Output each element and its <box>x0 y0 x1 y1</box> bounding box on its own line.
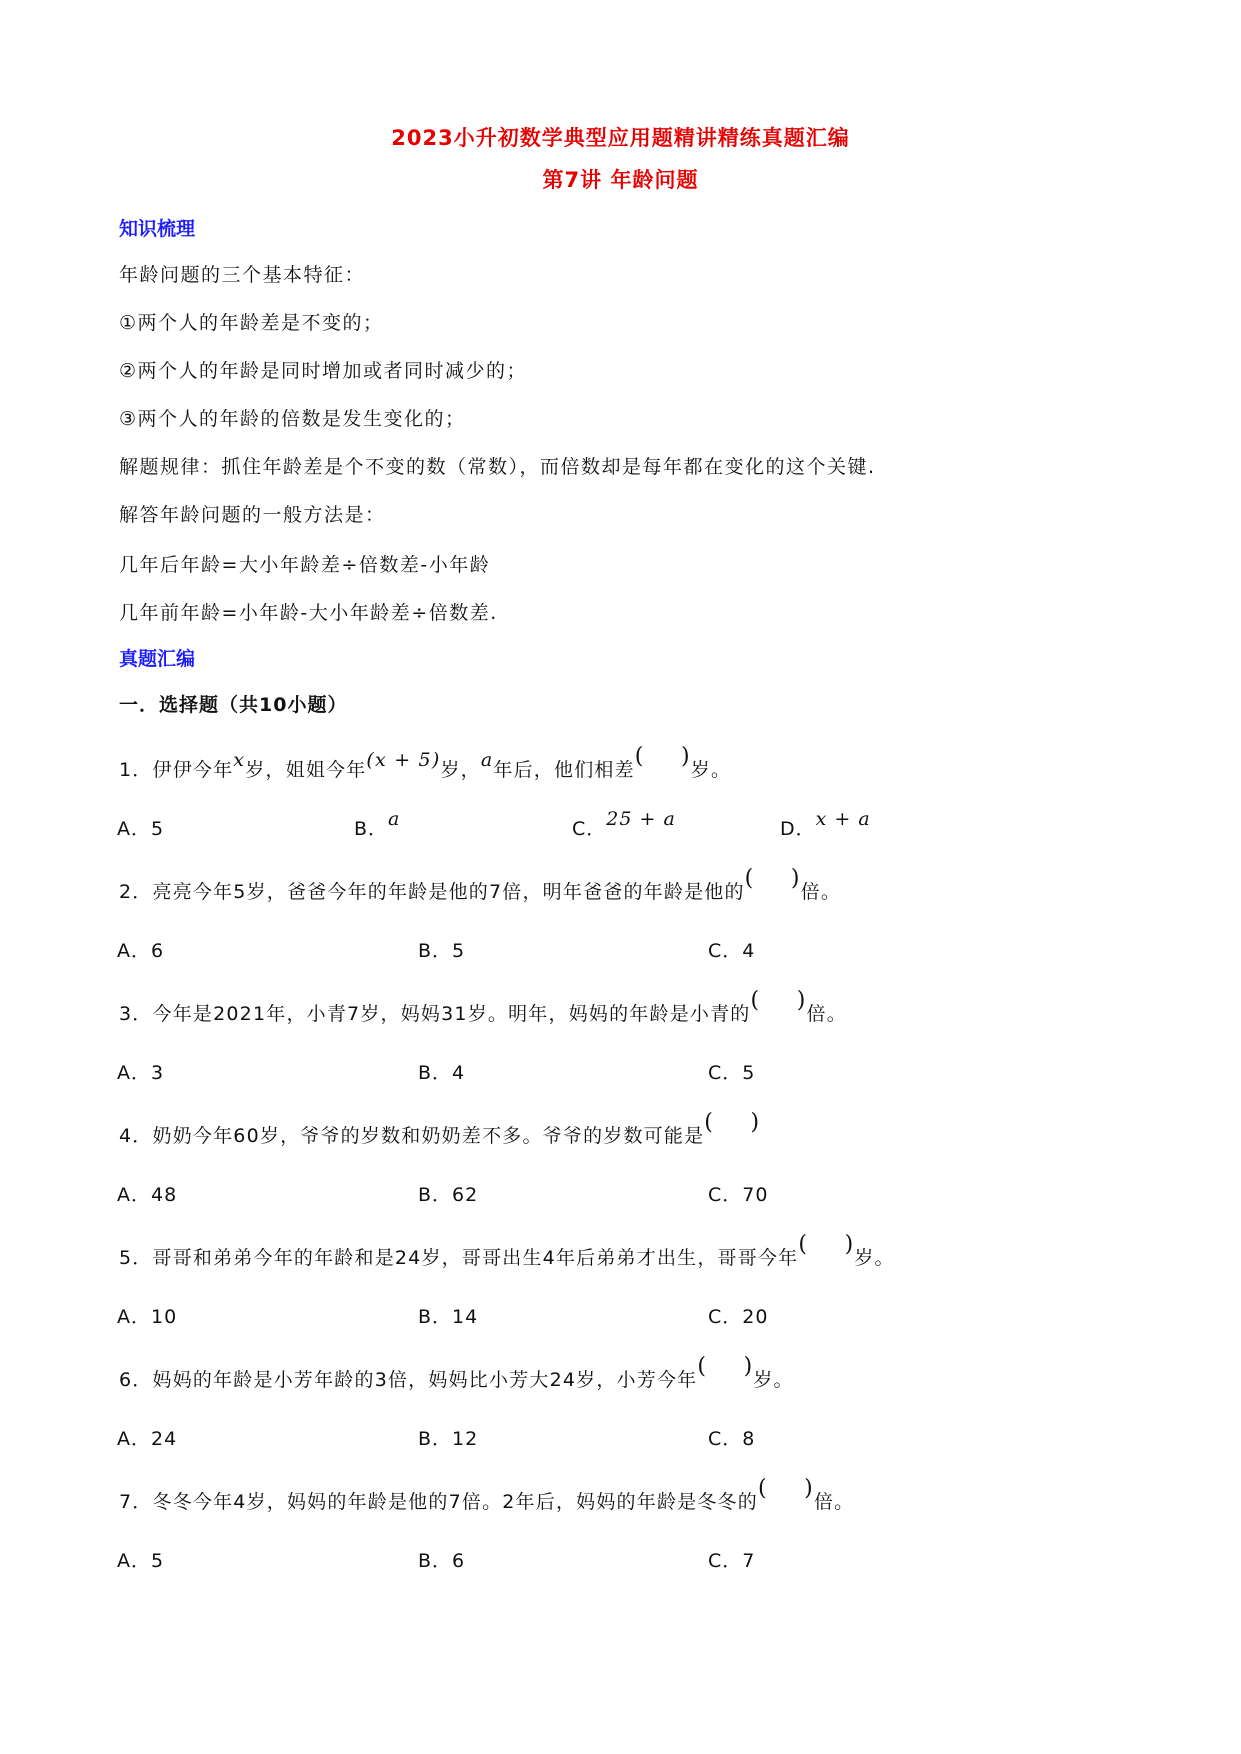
option-b: B．a <box>354 808 401 840</box>
knowledge-line: 几年后年龄=大小年龄差÷倍数差-小年龄 <box>119 554 491 576</box>
knowledge-line: 解题规律：抓住年龄差是个不变的数（常数），而倍数却是每年都在变化的这个关键. <box>119 456 876 478</box>
option-b: B．14 <box>418 1306 479 1328</box>
math-x: x <box>233 749 246 771</box>
knowledge-line: 几年前年龄=小年龄-大小年龄差÷倍数差. <box>119 602 498 624</box>
question-4: 4．奶奶今年60岁，爷爷的岁数和奶奶差不多。爷爷的岁数可能是 ( ) <box>119 1110 761 1147</box>
knowledge-line: ①两个人的年龄差是不变的； <box>119 312 384 334</box>
option-b: B．5 <box>418 940 466 962</box>
option-b: B．62 <box>418 1184 479 1206</box>
answer-blank: ( ) <box>634 744 691 769</box>
option-c: C．20 <box>708 1306 769 1328</box>
answer-blank: ( ) <box>697 1354 754 1379</box>
question-2: 2．亮亮今年5岁，爸爸今年的年龄是他的7倍，明年爸爸的年龄是他的 ( ) 倍。 <box>119 866 842 903</box>
section-knowledge-heading: 知识梳理 <box>119 218 196 240</box>
knowledge-line: 解答年龄问题的一般方法是： <box>119 504 386 526</box>
option-a: A．48 <box>117 1184 178 1206</box>
part-heading: 一．选择题（共10小题） <box>119 694 348 716</box>
option-a: A．24 <box>117 1428 178 1450</box>
answer-blank: ( ) <box>798 1232 855 1257</box>
option-c: C．4 <box>708 940 756 962</box>
knowledge-line: ③两个人的年龄的倍数是发生变化的； <box>119 408 466 430</box>
answer-blank: ( ) <box>744 866 801 891</box>
option-c: C．8 <box>708 1428 756 1450</box>
knowledge-line: ②两个人的年龄是同时增加或者同时减少的； <box>119 360 528 382</box>
answer-blank: ( ) <box>750 988 807 1013</box>
answer-blank: ( ) <box>704 1110 761 1135</box>
option-c: C．25 + a <box>572 808 676 840</box>
question-7: 7．冬冬今年4岁，妈妈的年龄是他的7倍。2年后，妈妈的年龄是冬冬的 ( ) 倍。 <box>119 1476 855 1513</box>
document-title: 2023小升初数学典型应用题精讲精练真题汇编 <box>391 126 850 150</box>
option-c: C．70 <box>708 1184 769 1206</box>
section-exam-heading: 真题汇编 <box>119 648 196 670</box>
math-expression: (x + 5) <box>366 749 441 771</box>
option-a: A．6 <box>117 940 165 962</box>
option-a: A．5 <box>117 818 165 840</box>
option-a: A．3 <box>117 1062 165 1084</box>
lecture-title: 第7讲 年龄问题 <box>542 168 699 192</box>
option-c: C．7 <box>708 1550 756 1572</box>
option-b: B．12 <box>418 1428 479 1450</box>
option-a: A．10 <box>117 1306 178 1328</box>
question-3: 3．今年是2021年，小青7岁，妈妈31岁。明年，妈妈的年龄是小青的 ( ) 倍。 <box>119 988 847 1025</box>
math-a: a <box>480 749 494 771</box>
option-b: B．4 <box>418 1062 466 1084</box>
option-b: B．6 <box>418 1550 466 1572</box>
answer-blank: ( ) <box>757 1476 814 1501</box>
question-1: 1．伊伊今年x岁，姐姐今年(x + 5)岁，a年后，他们相差 ( ) 岁。 <box>119 744 732 781</box>
question-5: 5．哥哥和弟弟今年的年龄和是24岁，哥哥出生4年后弟弟才出生，哥哥今年 ( ) 岁。 <box>119 1232 895 1269</box>
option-c: C．5 <box>708 1062 756 1084</box>
option-a: A．5 <box>117 1550 165 1572</box>
question-6: 6．妈妈的年龄是小芳年龄的3倍，妈妈比小芳大24岁，小芳今年 ( ) 岁。 <box>119 1354 794 1391</box>
option-d: D．x + a <box>780 808 871 840</box>
knowledge-line: 年龄问题的三个基本特征： <box>119 264 366 286</box>
